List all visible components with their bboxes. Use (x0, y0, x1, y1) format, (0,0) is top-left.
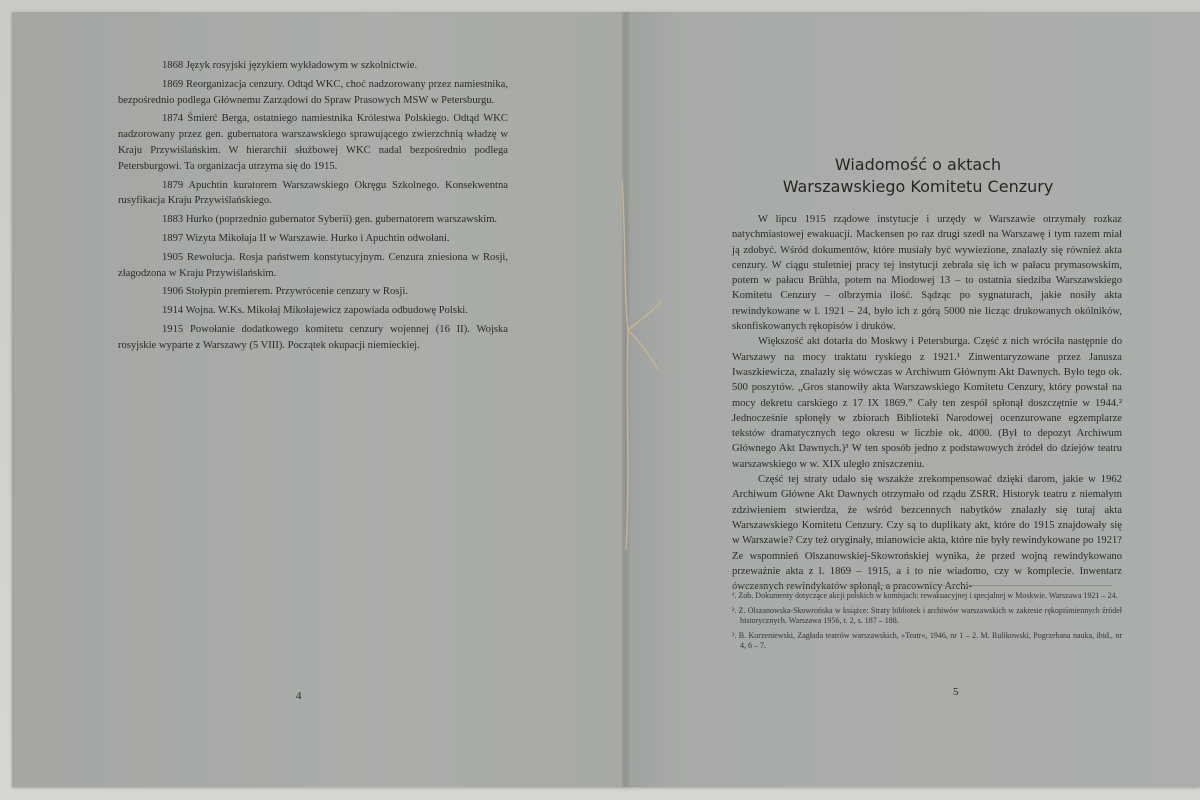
footnotes (732, 591, 1122, 656)
chronology-entry-1874: 1874 Śmierć Berga, ostatniego namiestnika Królestwa Polskiego. Odtąd WKC nadzorowany przez gen. gubernatora warszawskiego sprawującego zwierzchnią władzę w Kraju Przywiślańskim. W hierarchii służbowej WKC nadal bezpośrednio podlega Petersburgowi. Ta organizacja utrzyma się do 1915. (118, 113, 508, 172)
chronology-entry-1868: 1868 Język rosyjski językiem wykładowym w szkolnictwie. (162, 60, 418, 71)
chronology-list (118, 58, 508, 357)
chronology-entry-1897: 1897 Wizyta Mikołaja II w Warszawie. Hurko i Apuchtin odwołani. (162, 232, 450, 244)
paragraph-3: Część tej straty udało się wszakże zrekompensować dzięki darom, jakie w 1962 Archiwum Główne Akt Dawnych otrzymało od rządu ZSRR. Historyk teatru z niemałym zdziwieniem stwierdza, że wśród bezcennych nabytków znalazły się tutaj akta Warszawskiego Komitetu Cenzury. Czy są to duplikaty akt, które do 1915 znajdowały się w Warszawie? Czy też oryginały, mianowicie akta, które nie były rewindykowane po 1921? Ze wspomnień Olszanowskiej-Skowrońskiej wynika, że przed wojną rewindykowano przeważnie akta z l. 1869 – 1915, a i to nie wiadomo, czy w komplecie. Inwentarz ówczesnych rewindykatów spłonął, a pracownicy Archi- (732, 474, 1122, 593)
binding-thread (600, 180, 680, 560)
page-number-right: 5 (953, 686, 959, 698)
paragraph-2: Większość akt dotarła do Moskwy i Petersburga. Część z nich wróciła następnie do Warszawy na mocy traktatu ryskiego z 1921.¹ Zinwentaryzowane przez Janusza Iwaszkiewicza, znalazły się wówczas w Archiwum Głównym Akt Dawnych. Było tego ok. 500 poszytów. „Gros stanowiły akta Warszawskiego Komitetu Cenzury, który powstał na mocy dekretu carskiego z 17 IX 1869.” Cały ten zespół spłonął doszczętnie w 1944.² Jednocześnie spłonęły w zbiorach Biblioteki Narodowej ocenzurowane egzemplarze tekstów dramatycznych tego okresu w liczbie ok. 4000. (Był to depozyt Archiwum Głównego Akt Dawnych.)³ W ten sposób jedno z podstawowych źródeł do dziejów teatru warszawskiego w w. XIX uległo zniszczeniu. (732, 336, 1122, 470)
body-text (732, 212, 1122, 594)
footnote-divider (732, 585, 1112, 586)
paragraph-1: W lipcu 1915 rządowe instytucje i urzędy w Warszawie otrzymały rozkaz natychmiastowej ewakuacji. Mackensen po raz drugi szedł na Warszawę i tym razem miał ją zdobyć. Wśród dokumentów, które musiały być wywiezione, znalazły się również akta cenzury. W ciągu stuletniej pracy tej instytucji zebrała się ich w pałacu prymasowskim, potem w pałacu Brühla, potem na Miodowej 13 – to ostatnia siedziba Warszawskiego Komitetu Cenzury – olbrzymia ilość. Sądząc po sygnaturach, jakie nosiły akta rewindykowane w l. 1921 – 24, było ich z górą 5000 nie licząc drukowanych okólników, skonfiskowanych rękopisów i druków. (732, 214, 1122, 333)
footnote-3: ³. B. Korzeniewski, Zagłada teatrów warszawskich, »Teatr«, 1946, nr 1 – 2. M. Rulikowski, Pogrzebana nauka, ibid., nr 4, 6 – 7. (732, 630, 1122, 650)
chapter-title-line-2: Warszawskiego Komitetu Cenzury (782, 177, 1054, 196)
chronology-entry-1869: 1869 Reorganizacja cenzury. Odtąd WKC, choć nadzorowany przez namiestnika, bezpośrednio podlega Głównemu Zarządowi do Spraw Prasowych MSW w Petersburgu. (118, 78, 508, 106)
chronology-entry-1879: 1879 Apuchtin kuratorem Warszawskiego Okręgu Szkolnego. Konsekwentna rusyfikacja Kraju Przywiślańskiego. (118, 179, 508, 207)
chronology-entry-1905: 1905 Rewolucja. Rosja państwem konstytucyjnym. Cenzura zniesiona w Rosji, złagodzona w Kraju Przywiślańskim. (118, 251, 508, 279)
footnote-2: ². Z. Olszanowska-Skowrońska w książce: Straty bibliotek i archiwów warszawskich w zakresie rękopiśmiennych źródeł historycznych. Warszawa 1956, t. 2, s. 187 – 188. (732, 605, 1122, 625)
footnote-1: ¹. Zob. Dokumenty dotyczące akcji polskich w komisjach: rewakuacyjnej i specjalnej w Moskwie. Warszawa 1921 – 24. (732, 591, 1118, 600)
chronology-entry-1883: 1883 Hurko (poprzednio gubernator Syberii) gen. gubernatorem warszawskim. (162, 214, 498, 226)
chronology-entry-1906: 1906 Stołypin premierem. Przywrócenie cenzury w Rosji. (162, 286, 408, 298)
page-number-left: 4 (296, 690, 302, 702)
chronology-entry-1914: 1914 Wojna. W.Ks. Mikołaj Mikołajewicz zapowiada odbudowę Polski. (162, 305, 468, 317)
chapter-title (748, 154, 1088, 198)
chapter-title-line-1: Wiadomość o aktach (834, 155, 1002, 174)
chronology-entry-1915: 1915 Powołanie dodatkowego komitetu cenzury wojennej (16 II). Wojska rosyjskie wyparte z Warszawy (5 VIII). Początek okupacji niemieckiej. (118, 323, 508, 351)
